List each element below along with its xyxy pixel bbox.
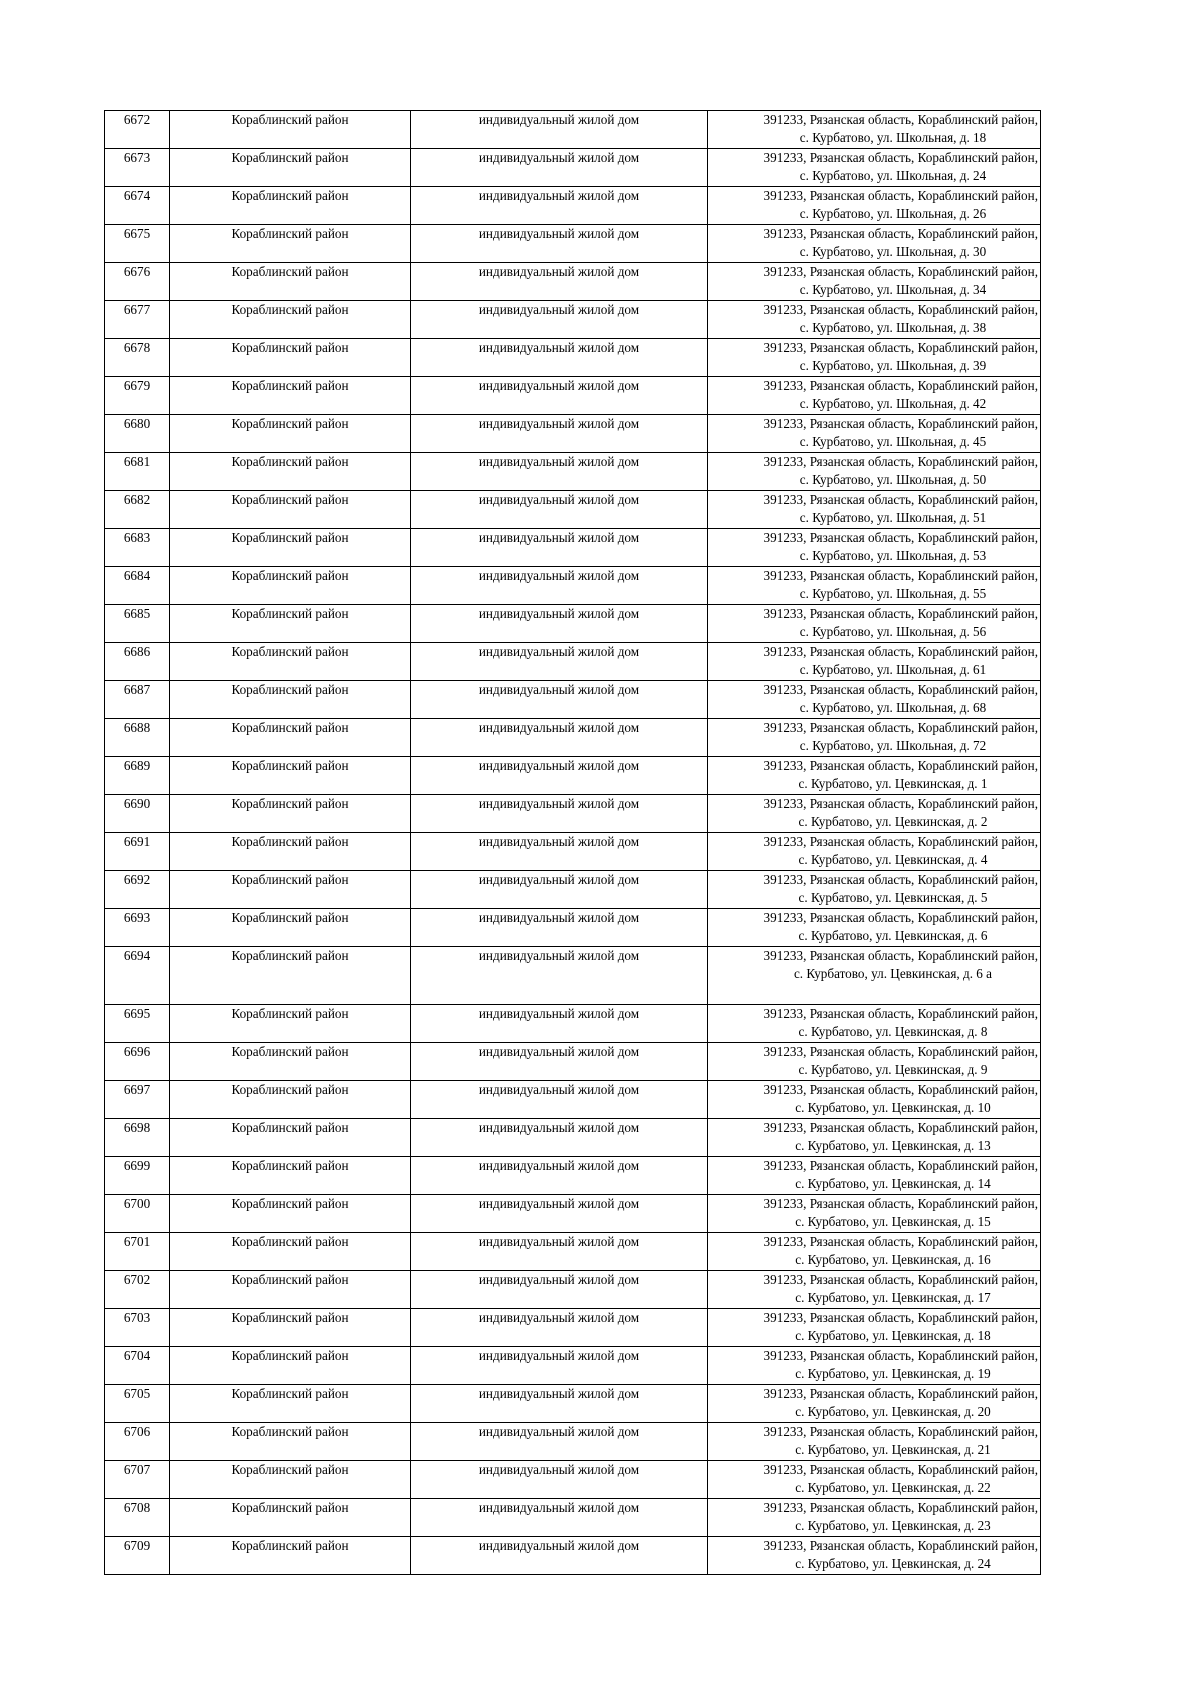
- address-line-street: с. Курбатово, ул. Цевкинская, д. 14: [795, 1175, 991, 1191]
- address-cell: [708, 1385, 1041, 1423]
- table-row: [105, 757, 1041, 795]
- district-cell: Кораблинский район: [170, 1081, 411, 1119]
- object-type-cell: индивидуальный жилой дом: [411, 1157, 708, 1195]
- table-row: [105, 301, 1041, 339]
- table-row: [105, 1195, 1041, 1233]
- address-cell: [708, 339, 1041, 377]
- address-cell: [708, 567, 1041, 605]
- address-cell: [708, 1499, 1041, 1537]
- table-row: [105, 415, 1041, 453]
- table-row: [105, 453, 1041, 491]
- row-number-cell: 6708: [105, 1499, 170, 1537]
- table-row: [105, 225, 1041, 263]
- object-type-cell: индивидуальный жилой дом: [411, 567, 708, 605]
- address-cell: [708, 1347, 1041, 1385]
- row-number-cell: 6707: [105, 1461, 170, 1499]
- address-line-street: с. Курбатово, ул. Цевкинская, д. 18: [795, 1327, 991, 1343]
- address-line-region: 391233, Рязанская область, Кораблинский район,: [763, 492, 1038, 507]
- district-cell: Кораблинский район: [170, 415, 411, 453]
- row-number-cell: 6697: [105, 1081, 170, 1119]
- table-row: [105, 1119, 1041, 1157]
- object-type-cell: индивидуальный жилой дом: [411, 111, 708, 149]
- address-cell: [708, 225, 1041, 263]
- address-cell: [708, 377, 1041, 415]
- address-line-street: с. Курбатово, ул. Школьная, д. 38: [799, 319, 987, 335]
- row-number-cell: 6695: [105, 1005, 170, 1043]
- address-line-region: 391233, Рязанская область, Кораблинский район,: [763, 948, 1038, 963]
- district-cell: Кораблинский район: [170, 1233, 411, 1271]
- table-row: [105, 871, 1041, 909]
- address-line-street: с. Курбатово, ул. Цевкинская, д. 13: [795, 1137, 991, 1153]
- address-line-street: с. Курбатово, ул. Цевкинская, д. 20: [795, 1403, 991, 1419]
- object-type-cell: индивидуальный жилой дом: [411, 947, 708, 1005]
- address-line-street: с. Курбатово, ул. Цевкинская, д. 8: [798, 1023, 988, 1039]
- table-row: [105, 643, 1041, 681]
- object-type-cell: индивидуальный жилой дом: [411, 301, 708, 339]
- object-type-cell: индивидуальный жилой дом: [411, 833, 708, 871]
- object-type-cell: индивидуальный жилой дом: [411, 1423, 708, 1461]
- district-cell: Кораблинский район: [170, 1537, 411, 1575]
- address-cell: [708, 529, 1041, 567]
- row-number-cell: 6692: [105, 871, 170, 909]
- table-row: [105, 187, 1041, 225]
- district-cell: Кораблинский район: [170, 947, 411, 1005]
- object-type-cell: индивидуальный жилой дом: [411, 1043, 708, 1081]
- table-row: [105, 1537, 1041, 1575]
- object-type-cell: индивидуальный жилой дом: [411, 1005, 708, 1043]
- district-cell: Кораблинский район: [170, 795, 411, 833]
- address-cell: [708, 909, 1041, 947]
- address-cell: [708, 1195, 1041, 1233]
- object-type-cell: индивидуальный жилой дом: [411, 757, 708, 795]
- object-type-cell: индивидуальный жилой дом: [411, 529, 708, 567]
- address-line-region: 391233, Рязанская область, Кораблинский район,: [763, 910, 1038, 925]
- address-cell: [708, 947, 1041, 1005]
- object-type-cell: индивидуальный жилой дом: [411, 415, 708, 453]
- object-type-cell: индивидуальный жилой дом: [411, 377, 708, 415]
- district-cell: Кораблинский район: [170, 1423, 411, 1461]
- address-cell: [708, 1271, 1041, 1309]
- table-row: [105, 605, 1041, 643]
- address-line-street: с. Курбатово, ул. Цевкинская, д. 5: [798, 889, 988, 905]
- district-cell: Кораблинский район: [170, 1499, 411, 1537]
- address-cell: [708, 1081, 1041, 1119]
- address-cell: [708, 415, 1041, 453]
- address-line-region: 391233, Рязанская область, Кораблинский район,: [763, 1500, 1038, 1515]
- address-line-region: 391233, Рязанская область, Кораблинский район,: [763, 1234, 1038, 1249]
- address-line-street: с. Курбатово, ул. Цевкинская, д. 6 а: [793, 965, 993, 981]
- district-cell: Кораблинский район: [170, 757, 411, 795]
- table-row: [105, 1309, 1041, 1347]
- district-cell: Кораблинский район: [170, 491, 411, 529]
- table-row: [105, 681, 1041, 719]
- district-cell: Кораблинский район: [170, 1385, 411, 1423]
- table-row: [105, 1347, 1041, 1385]
- address-line-region: 391233, Рязанская область, Кораблинский район,: [763, 720, 1038, 735]
- address-line-region: 391233, Рязанская область, Кораблинский район,: [763, 872, 1038, 887]
- address-cell: [708, 1461, 1041, 1499]
- address-line-region: 391233, Рязанская область, Кораблинский район,: [763, 340, 1038, 355]
- address-cell: [708, 605, 1041, 643]
- row-number-cell: 6699: [105, 1157, 170, 1195]
- table-row: [105, 1423, 1041, 1461]
- row-number-cell: 6706: [105, 1423, 170, 1461]
- district-cell: Кораблинский район: [170, 909, 411, 947]
- address-cell: [708, 1005, 1041, 1043]
- object-type-cell: индивидуальный жилой дом: [411, 187, 708, 225]
- address-line-street: с. Курбатово, ул. Школьная, д. 56: [799, 623, 987, 639]
- object-type-cell: индивидуальный жилой дом: [411, 1271, 708, 1309]
- address-cell: [708, 187, 1041, 225]
- district-cell: Кораблинский район: [170, 1309, 411, 1347]
- district-cell: Кораблинский район: [170, 1043, 411, 1081]
- address-line-street: с. Курбатово, ул. Школьная, д. 68: [799, 699, 987, 715]
- address-line-region: 391233, Рязанская область, Кораблинский район,: [763, 1120, 1038, 1135]
- address-cell: [708, 149, 1041, 187]
- table-row: [105, 339, 1041, 377]
- address-line-street: с. Курбатово, ул. Школьная, д. 61: [799, 661, 987, 677]
- district-cell: Кораблинский район: [170, 871, 411, 909]
- table-row: [105, 1043, 1041, 1081]
- address-line-street: с. Курбатово, ул. Цевкинская, д. 22: [795, 1479, 991, 1495]
- address-line-region: 391233, Рязанская область, Кораблинский район,: [763, 1196, 1038, 1211]
- table-row: [105, 1081, 1041, 1119]
- address-line-region: 391233, Рязанская область, Кораблинский район,: [763, 530, 1038, 545]
- table-row: [105, 1005, 1041, 1043]
- address-line-region: 391233, Рязанская область, Кораблинский район,: [763, 682, 1038, 697]
- address-line-street: с. Курбатово, ул. Школьная, д. 45: [799, 433, 987, 449]
- row-number-cell: 6678: [105, 339, 170, 377]
- address-line-region: 391233, Рязанская область, Кораблинский район,: [763, 1044, 1038, 1059]
- row-number-cell: 6681: [105, 453, 170, 491]
- address-line-region: 391233, Рязанская область, Кораблинский район,: [763, 302, 1038, 317]
- address-line-street: с. Курбатово, ул. Школьная, д. 34: [799, 281, 987, 297]
- address-line-street: с. Курбатово, ул. Школьная, д. 50: [799, 471, 987, 487]
- address-cell: [708, 719, 1041, 757]
- object-type-cell: индивидуальный жилой дом: [411, 1119, 708, 1157]
- address-cell: [708, 833, 1041, 871]
- district-cell: Кораблинский район: [170, 187, 411, 225]
- address-line-region: 391233, Рязанская область, Кораблинский район,: [763, 796, 1038, 811]
- address-line-region: 391233, Рязанская область, Кораблинский район,: [763, 454, 1038, 469]
- address-cell: [708, 1309, 1041, 1347]
- address-line-street: с. Курбатово, ул. Цевкинская, д. 6: [798, 927, 988, 943]
- address-line-region: 391233, Рязанская область, Кораблинский район,: [763, 1158, 1038, 1173]
- address-cell: [708, 1423, 1041, 1461]
- object-type-cell: индивидуальный жилой дом: [411, 1195, 708, 1233]
- address-line-region: 391233, Рязанская область, Кораблинский район,: [763, 606, 1038, 621]
- row-number-cell: 6680: [105, 415, 170, 453]
- table-row: [105, 1157, 1041, 1195]
- address-line-region: 391233, Рязанская область, Кораблинский район,: [763, 416, 1038, 431]
- row-number-cell: 6677: [105, 301, 170, 339]
- address-line-region: 391233, Рязанская область, Кораблинский район,: [763, 1386, 1038, 1401]
- address-line-region: 391233, Рязанская область, Кораблинский район,: [763, 226, 1038, 241]
- address-line-region: 391233, Рязанская область, Кораблинский район,: [763, 1082, 1038, 1097]
- address-line-region: 391233, Рязанская область, Кораблинский район,: [763, 758, 1038, 773]
- row-number-cell: 6672: [105, 111, 170, 149]
- row-number-cell: 6673: [105, 149, 170, 187]
- address-line-region: 391233, Рязанская область, Кораблинский район,: [763, 150, 1038, 165]
- district-cell: Кораблинский район: [170, 339, 411, 377]
- row-number-cell: 6675: [105, 225, 170, 263]
- row-number-cell: 6703: [105, 1309, 170, 1347]
- district-cell: Кораблинский район: [170, 149, 411, 187]
- table-row: [105, 377, 1041, 415]
- object-type-cell: индивидуальный жилой дом: [411, 681, 708, 719]
- row-number-cell: 6701: [105, 1233, 170, 1271]
- table-row: [105, 1385, 1041, 1423]
- row-number-cell: 6684: [105, 567, 170, 605]
- district-cell: Кораблинский район: [170, 605, 411, 643]
- row-number-cell: 6705: [105, 1385, 170, 1423]
- district-cell: Кораблинский район: [170, 681, 411, 719]
- object-type-cell: индивидуальный жилой дом: [411, 1499, 708, 1537]
- object-type-cell: индивидуальный жилой дом: [411, 225, 708, 263]
- address-line-street: с. Курбатово, ул. Школьная, д. 55: [799, 585, 987, 601]
- table-row: [105, 719, 1041, 757]
- address-line-street: с. Курбатово, ул. Цевкинская, д. 10: [795, 1099, 991, 1115]
- district-cell: Кораблинский район: [170, 1119, 411, 1157]
- address-line-street: с. Курбатово, ул. Цевкинская, д. 1: [798, 775, 988, 791]
- row-number-cell: 6709: [105, 1537, 170, 1575]
- row-number-cell: 6702: [105, 1271, 170, 1309]
- address-cell: [708, 871, 1041, 909]
- address-line-region: 391233, Рязанская область, Кораблинский район,: [763, 112, 1038, 127]
- table-row: [105, 491, 1041, 529]
- object-type-cell: индивидуальный жилой дом: [411, 719, 708, 757]
- row-number-cell: 6693: [105, 909, 170, 947]
- address-cell: [708, 795, 1041, 833]
- address-line-region: 391233, Рязанская область, Кораблинский район,: [763, 188, 1038, 203]
- row-number-cell: 6685: [105, 605, 170, 643]
- address-line-region: 391233, Рязанская область, Кораблинский район,: [763, 1462, 1038, 1477]
- table-row: [105, 111, 1041, 149]
- address-line-street: с. Курбатово, ул. Школьная, д. 53: [799, 547, 987, 563]
- address-cell: [708, 111, 1041, 149]
- table-row: [105, 947, 1041, 1005]
- district-cell: Кораблинский район: [170, 1005, 411, 1043]
- object-type-cell: индивидуальный жилой дом: [411, 871, 708, 909]
- address-cell: [708, 491, 1041, 529]
- address-line-street: с. Курбатово, ул. Школьная, д. 24: [799, 167, 987, 183]
- table-row: [105, 529, 1041, 567]
- object-type-cell: индивидуальный жилой дом: [411, 1537, 708, 1575]
- object-type-cell: индивидуальный жилой дом: [411, 1347, 708, 1385]
- address-line-street: с. Курбатово, ул. Цевкинская, д. 16: [795, 1251, 991, 1267]
- row-number-cell: 6698: [105, 1119, 170, 1157]
- address-cell: [708, 681, 1041, 719]
- address-line-region: 391233, Рязанская область, Кораблинский район,: [763, 264, 1038, 279]
- district-cell: Кораблинский район: [170, 1461, 411, 1499]
- object-type-cell: индивидуальный жилой дом: [411, 605, 708, 643]
- address-line-region: 391233, Рязанская область, Кораблинский район,: [763, 834, 1038, 849]
- row-number-cell: 6690: [105, 795, 170, 833]
- address-line-region: 391233, Рязанская область, Кораблинский район,: [763, 1310, 1038, 1325]
- address-line-street: с. Курбатово, ул. Школьная, д. 72: [799, 737, 987, 753]
- address-line-street: с. Курбатово, ул. Цевкинская, д. 4: [798, 851, 988, 867]
- table-row: [105, 833, 1041, 871]
- table-row: [105, 1499, 1041, 1537]
- address-line-region: 391233, Рязанская область, Кораблинский район,: [763, 1538, 1038, 1553]
- row-number-cell: 6687: [105, 681, 170, 719]
- address-line-street: с. Курбатово, ул. Школьная, д. 39: [799, 357, 987, 373]
- table-row: [105, 263, 1041, 301]
- table-row: [105, 1271, 1041, 1309]
- address-line-region: 391233, Рязанская область, Кораблинский район,: [763, 1424, 1038, 1439]
- row-number-cell: 6674: [105, 187, 170, 225]
- row-number-cell: 6679: [105, 377, 170, 415]
- table-row: [105, 1461, 1041, 1499]
- address-line-street: с. Курбатово, ул. Школьная, д. 18: [799, 129, 987, 145]
- address-line-street: с. Курбатово, ул. Школьная, д. 51: [799, 509, 987, 525]
- address-cell: [708, 1233, 1041, 1271]
- address-cell: [708, 1043, 1041, 1081]
- object-type-cell: индивидуальный жилой дом: [411, 643, 708, 681]
- row-number-cell: 6676: [105, 263, 170, 301]
- row-number-cell: 6691: [105, 833, 170, 871]
- address-cell: [708, 263, 1041, 301]
- table-row: [105, 567, 1041, 605]
- housing-registry-table: [104, 110, 1041, 1575]
- address-line-region: 391233, Рязанская область, Кораблинский район,: [763, 1006, 1038, 1021]
- row-number-cell: 6696: [105, 1043, 170, 1081]
- district-cell: Кораблинский район: [170, 453, 411, 491]
- object-type-cell: индивидуальный жилой дом: [411, 1385, 708, 1423]
- address-line-street: с. Курбатово, ул. Цевкинская, д. 15: [795, 1213, 991, 1229]
- address-cell: [708, 643, 1041, 681]
- address-line-street: с. Курбатово, ул. Цевкинская, д. 2: [798, 813, 988, 829]
- object-type-cell: индивидуальный жилой дом: [411, 1461, 708, 1499]
- address-line-region: 391233, Рязанская область, Кораблинский район,: [763, 568, 1038, 583]
- district-cell: Кораблинский район: [170, 833, 411, 871]
- address-line-street: с. Курбатово, ул. Цевкинская, д. 23: [795, 1517, 991, 1533]
- address-line-region: 391233, Рязанская область, Кораблинский район,: [763, 644, 1038, 659]
- address-cell: [708, 453, 1041, 491]
- address-line-street: с. Курбатово, ул. Цевкинская, д. 19: [795, 1365, 991, 1381]
- address-line-street: с. Курбатово, ул. Цевкинская, д. 21: [795, 1441, 991, 1457]
- address-line-street: с. Курбатово, ул. Цевкинская, д. 9: [798, 1061, 988, 1077]
- object-type-cell: индивидуальный жилой дом: [411, 1309, 708, 1347]
- row-number-cell: 6700: [105, 1195, 170, 1233]
- district-cell: Кораблинский район: [170, 301, 411, 339]
- address-line-street: с. Курбатово, ул. Школьная, д. 26: [799, 205, 987, 221]
- address-cell: [708, 757, 1041, 795]
- table-row: [105, 1233, 1041, 1271]
- district-cell: Кораблинский район: [170, 643, 411, 681]
- object-type-cell: индивидуальный жилой дом: [411, 263, 708, 301]
- registry-table-body: [105, 111, 1041, 1575]
- district-cell: Кораблинский район: [170, 1157, 411, 1195]
- address-cell: [708, 1119, 1041, 1157]
- table-row: [105, 149, 1041, 187]
- object-type-cell: индивидуальный жилой дом: [411, 339, 708, 377]
- district-cell: Кораблинский район: [170, 111, 411, 149]
- object-type-cell: индивидуальный жилой дом: [411, 795, 708, 833]
- object-type-cell: индивидуальный жилой дом: [411, 1233, 708, 1271]
- address-line-street: с. Курбатово, ул. Школьная, д. 30: [799, 243, 987, 259]
- district-cell: Кораблинский район: [170, 377, 411, 415]
- district-cell: Кораблинский район: [170, 225, 411, 263]
- district-cell: Кораблинский район: [170, 263, 411, 301]
- row-number-cell: 6686: [105, 643, 170, 681]
- row-number-cell: 6704: [105, 1347, 170, 1385]
- address-line-region: 391233, Рязанская область, Кораблинский район,: [763, 378, 1038, 393]
- table-row: [105, 909, 1041, 947]
- district-cell: Кораблинский район: [170, 1271, 411, 1309]
- row-number-cell: 6683: [105, 529, 170, 567]
- object-type-cell: индивидуальный жилой дом: [411, 453, 708, 491]
- object-type-cell: индивидуальный жилой дом: [411, 909, 708, 947]
- address-cell: [708, 301, 1041, 339]
- object-type-cell: индивидуальный жилой дом: [411, 1081, 708, 1119]
- district-cell: Кораблинский район: [170, 719, 411, 757]
- address-line-street: с. Курбатово, ул. Школьная, д. 42: [799, 395, 987, 411]
- address-line-street: с. Курбатово, ул. Цевкинская, д. 24: [795, 1555, 991, 1571]
- district-cell: Кораблинский район: [170, 1347, 411, 1385]
- row-number-cell: 6689: [105, 757, 170, 795]
- address-line-street: с. Курбатово, ул. Цевкинская, д. 17: [795, 1289, 991, 1305]
- address-cell: [708, 1537, 1041, 1575]
- address-line-region: 391233, Рязанская область, Кораблинский район,: [763, 1272, 1038, 1287]
- object-type-cell: индивидуальный жилой дом: [411, 149, 708, 187]
- object-type-cell: индивидуальный жилой дом: [411, 491, 708, 529]
- district-cell: Кораблинский район: [170, 529, 411, 567]
- address-line-region: 391233, Рязанская область, Кораблинский район,: [763, 1348, 1038, 1363]
- district-cell: Кораблинский район: [170, 567, 411, 605]
- row-number-cell: 6688: [105, 719, 170, 757]
- table-row: [105, 795, 1041, 833]
- address-cell: [708, 1157, 1041, 1195]
- row-number-cell: 6682: [105, 491, 170, 529]
- district-cell: Кораблинский район: [170, 1195, 411, 1233]
- row-number-cell: 6694: [105, 947, 170, 1005]
